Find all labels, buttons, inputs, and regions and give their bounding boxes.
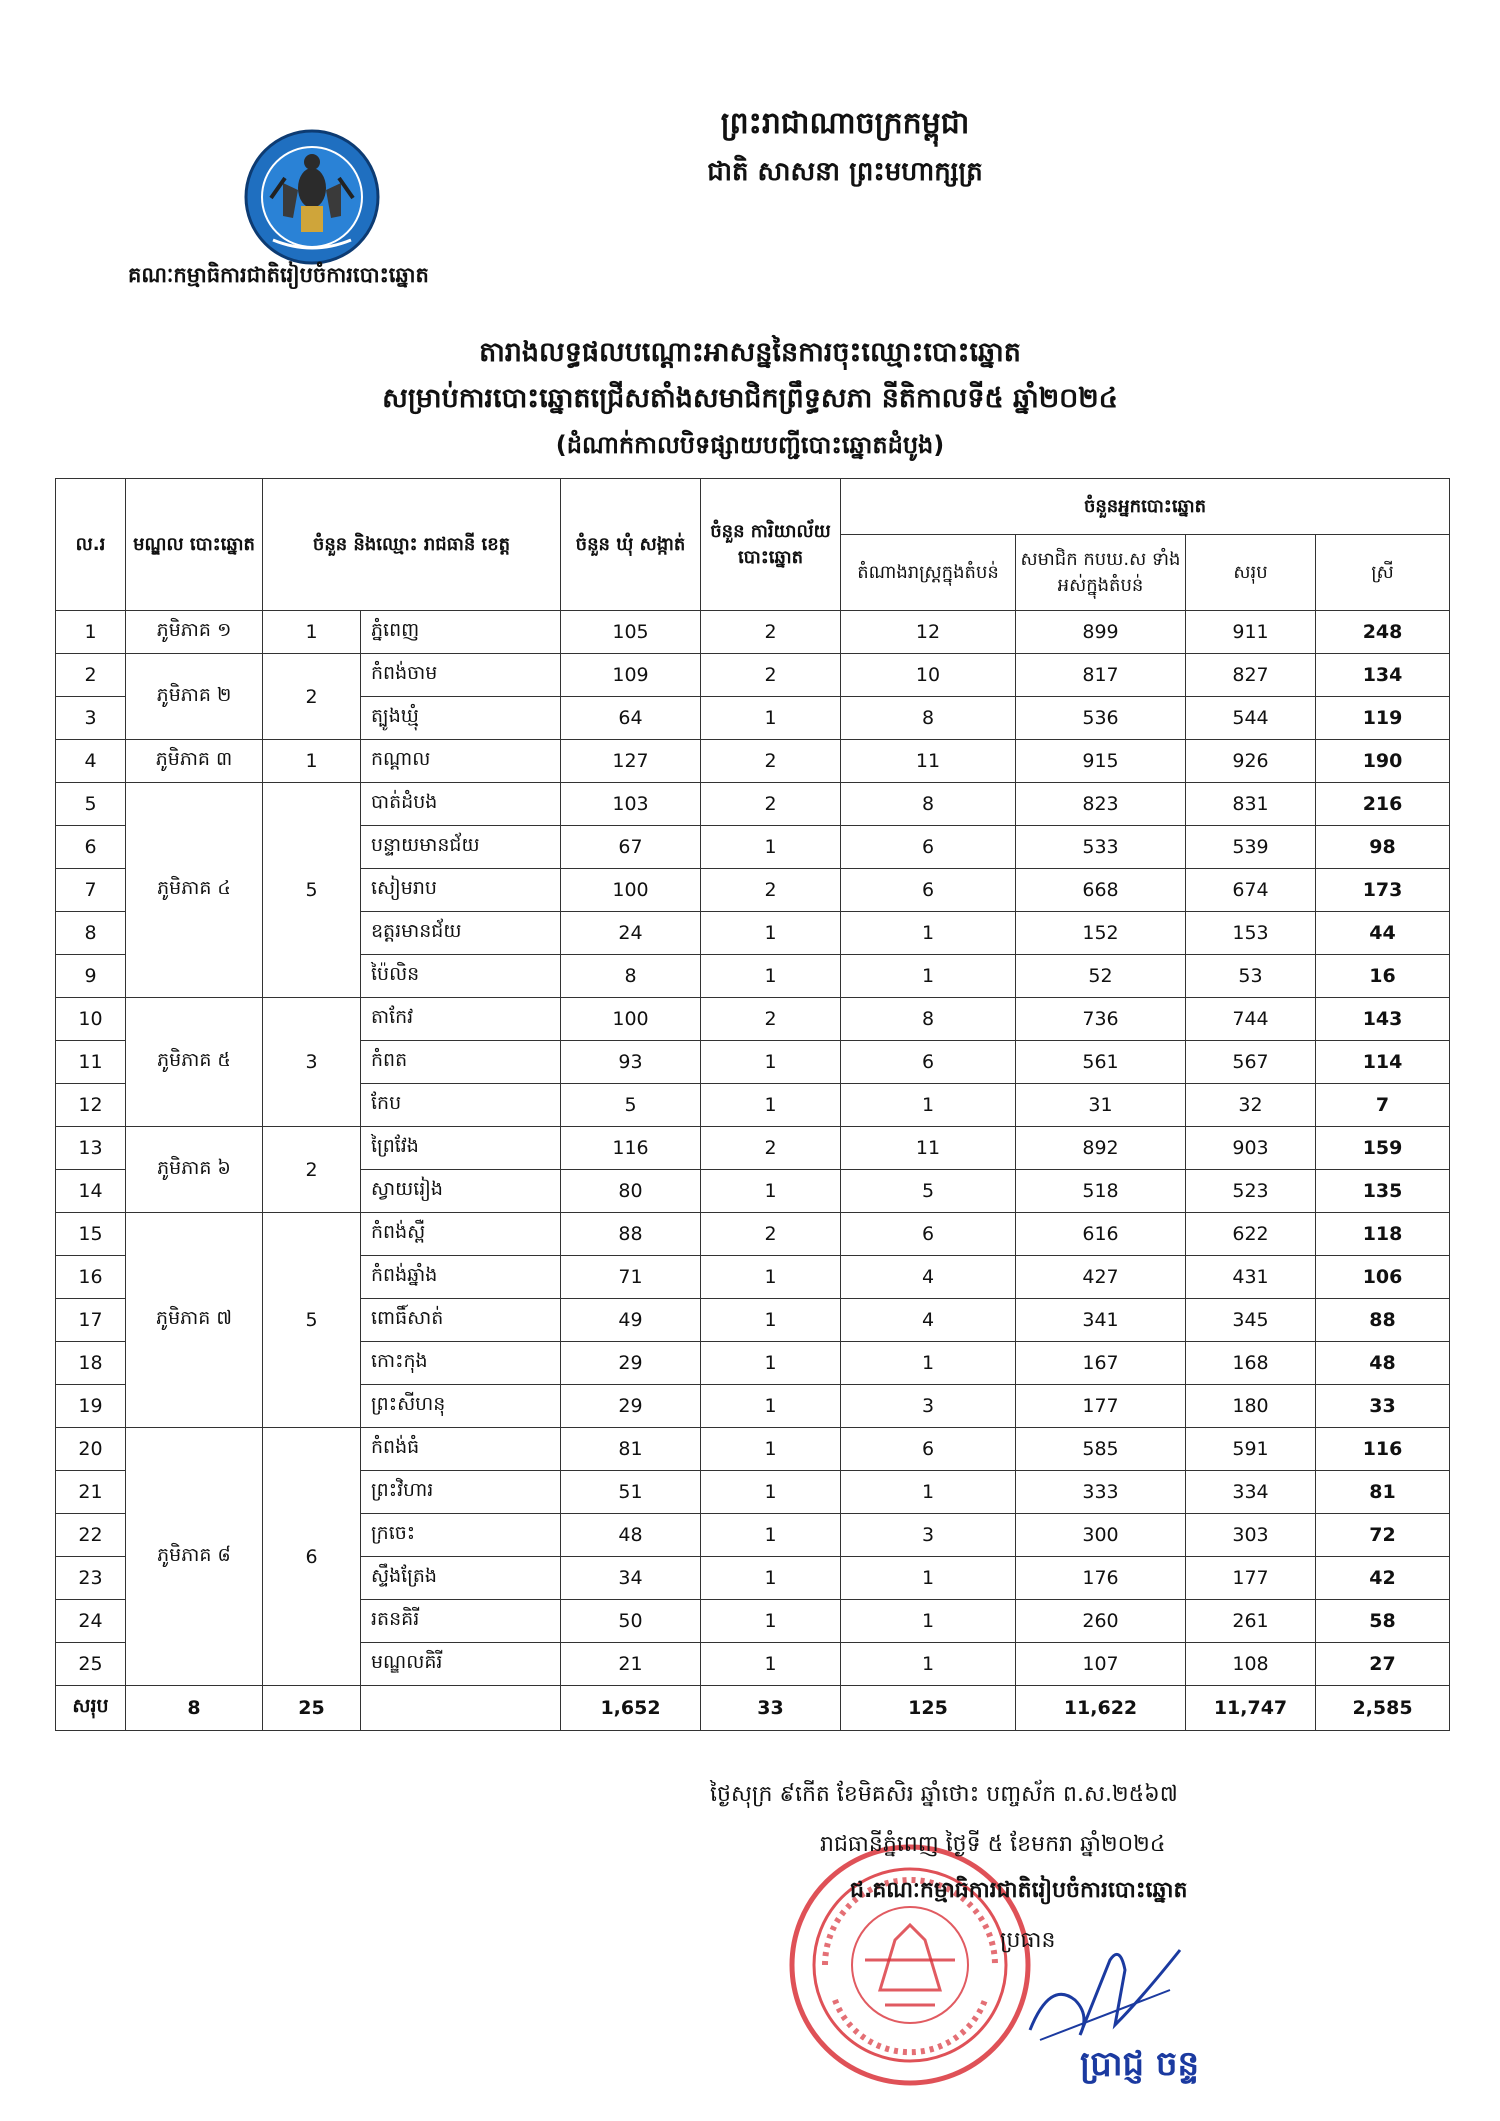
members-count: 260 <box>1016 1600 1186 1643</box>
total-voters: 431 <box>1186 1256 1316 1299</box>
totals-label: សរុប <box>56 1686 126 1731</box>
offices-count: 2 <box>701 740 841 783</box>
mp-count: 1 <box>841 1471 1016 1514</box>
table-body <box>56 611 1450 1686</box>
region-name: ភូមិភាគ ៨ <box>126 1428 263 1686</box>
col-header-communes: ចំនួន ឃុំ សង្កាត់ <box>561 479 701 611</box>
totals-provinces: 25 <box>263 1686 361 1731</box>
region-name: ភូមិភាគ ៧ <box>126 1213 263 1428</box>
row-number: 24 <box>56 1600 126 1643</box>
total-voters: 926 <box>1186 740 1316 783</box>
region-name: ភូមិភាគ ១ <box>126 611 263 654</box>
communes-count: 21 <box>561 1643 701 1686</box>
members-count: 333 <box>1016 1471 1186 1514</box>
table-row <box>56 998 1450 1041</box>
col-header-offices: ចំនួន ការិយាល័យ បោះឆ្នោត <box>701 479 841 611</box>
female-voters: 81 <box>1316 1471 1450 1514</box>
row-number: 14 <box>56 1170 126 1213</box>
total-voters: 903 <box>1186 1127 1316 1170</box>
members-count: 892 <box>1016 1127 1186 1170</box>
province-name: កោះកុង <box>361 1342 561 1385</box>
female-voters: 190 <box>1316 740 1450 783</box>
totals-row <box>56 1686 1450 1731</box>
female-voters: 216 <box>1316 783 1450 826</box>
row-number: 22 <box>56 1514 126 1557</box>
col-header-no: ល.រ <box>56 479 126 611</box>
female-voters: 58 <box>1316 1600 1450 1643</box>
communes-count: 48 <box>561 1514 701 1557</box>
row-number: 8 <box>56 912 126 955</box>
offices-count: 1 <box>701 1170 841 1213</box>
col-header-voters-group: ចំនួនអ្នកបោះឆ្នោត <box>841 479 1450 535</box>
communes-count: 24 <box>561 912 701 955</box>
total-voters: 567 <box>1186 1041 1316 1084</box>
province-name: ស្ទឹងត្រែង <box>361 1557 561 1600</box>
totals-members: 11,622 <box>1016 1686 1186 1731</box>
offices-count: 1 <box>701 955 841 998</box>
communes-count: 105 <box>561 611 701 654</box>
region-province-count: 1 <box>263 740 361 783</box>
kingdom-motto: ជាតិ សាសនា ព្រះមហាក្សត្រ <box>707 157 983 187</box>
offices-count: 1 <box>701 1084 841 1127</box>
offices-count: 2 <box>701 869 841 912</box>
mp-count: 3 <box>841 1385 1016 1428</box>
row-number: 2 <box>56 654 126 697</box>
kingdom-title: ព្រះរាជាណាចក្រកម្ពុជា <box>720 106 970 141</box>
committee-name: គណៈកម្មាធិការជាតិរៀបចំការបោះឆ្នោត <box>128 263 429 287</box>
region-province-count: 1 <box>263 611 361 654</box>
offices-count: 1 <box>701 1342 841 1385</box>
communes-count: 103 <box>561 783 701 826</box>
totals-communes: 1,652 <box>561 1686 701 1731</box>
offices-count: 1 <box>701 1385 841 1428</box>
female-voters: 114 <box>1316 1041 1450 1084</box>
totals-mp: 125 <box>841 1686 1016 1731</box>
row-number: 10 <box>56 998 126 1041</box>
row-number: 17 <box>56 1299 126 1342</box>
title-line-3: (ដំណាក់កាលបិទផ្សាយបញ្ជីបោះឆ្នោតដំបូង) <box>555 431 945 459</box>
female-voters: 248 <box>1316 611 1450 654</box>
mp-count: 1 <box>841 1557 1016 1600</box>
province-name: ព្រះវិហារ <box>361 1471 561 1514</box>
place-date: រាជធានីភ្នំពេញ ថ្ងៃទី ៥ ខែមករា ឆ្នាំ២០២៤ <box>820 1832 1166 1857</box>
row-number: 25 <box>56 1643 126 1686</box>
offices-count: 1 <box>701 1299 841 1342</box>
mp-count: 6 <box>841 1213 1016 1256</box>
members-count: 536 <box>1016 697 1186 740</box>
totals-blank <box>361 1686 561 1731</box>
region-province-count: 2 <box>263 654 361 740</box>
title-line-1: តារាងលទ្ធផលបណ្តោះអាសន្ននៃការចុះឈ្មោះបោះឆ្នោត <box>479 337 1021 368</box>
mp-count: 1 <box>841 1342 1016 1385</box>
province-name: កំពង់ចាម <box>361 654 561 697</box>
col-header-province: ចំនួន និងឈ្មោះ រាជធានី ខេត្ត <box>263 479 561 611</box>
province-name: សៀមរាប <box>361 869 561 912</box>
offices-count: 2 <box>701 654 841 697</box>
communes-count: 5 <box>561 1084 701 1127</box>
col-header-mp: តំណាងរាស្ត្រក្នុងតំបន់ <box>841 535 1016 611</box>
col-header-total: សរុប <box>1186 535 1316 611</box>
total-voters: 180 <box>1186 1385 1316 1428</box>
mp-count: 11 <box>841 740 1016 783</box>
communes-count: 88 <box>561 1213 701 1256</box>
province-name: តាកែវ <box>361 998 561 1041</box>
members-count: 533 <box>1016 826 1186 869</box>
signer-title: ប្រធាន <box>1000 1928 1056 1953</box>
totals-female: 2,585 <box>1316 1686 1450 1731</box>
signer-org: ជ.គណៈកម្មាធិការជាតិរៀបចំការបោះឆ្នោត <box>850 1878 1188 1903</box>
communes-count: 51 <box>561 1471 701 1514</box>
province-name: ភ្នំពេញ <box>361 611 561 654</box>
mp-count: 1 <box>841 1600 1016 1643</box>
female-voters: 7 <box>1316 1084 1450 1127</box>
members-count: 823 <box>1016 783 1186 826</box>
total-voters: 831 <box>1186 783 1316 826</box>
total-voters: 108 <box>1186 1643 1316 1686</box>
total-voters: 827 <box>1186 654 1316 697</box>
row-number: 4 <box>56 740 126 783</box>
communes-count: 100 <box>561 998 701 1041</box>
total-voters: 303 <box>1186 1514 1316 1557</box>
female-voters: 44 <box>1316 912 1450 955</box>
table-row <box>56 783 1450 826</box>
total-voters: 674 <box>1186 869 1316 912</box>
total-voters: 334 <box>1186 1471 1316 1514</box>
total-voters: 153 <box>1186 912 1316 955</box>
total-voters: 591 <box>1186 1428 1316 1471</box>
female-voters: 16 <box>1316 955 1450 998</box>
table-row <box>56 1127 1450 1170</box>
mp-count: 1 <box>841 1643 1016 1686</box>
row-number: 7 <box>56 869 126 912</box>
offices-count: 1 <box>701 1256 841 1299</box>
province-name: ក្រចេះ <box>361 1514 561 1557</box>
female-voters: 134 <box>1316 654 1450 697</box>
offices-count: 1 <box>701 1600 841 1643</box>
title-line-2: សម្រាប់ការបោះឆ្នោតជ្រើសតាំងសមាជិកព្រឹទ្ធសភា នីតិកាលទី៥ ឆ្នាំ២០២៤ <box>382 383 1118 414</box>
region-province-count: 5 <box>263 1213 361 1428</box>
row-number: 19 <box>56 1385 126 1428</box>
province-name: បាត់ដំបង <box>361 783 561 826</box>
table-row <box>56 740 1450 783</box>
communes-count: 8 <box>561 955 701 998</box>
communes-count: 49 <box>561 1299 701 1342</box>
communes-count: 34 <box>561 1557 701 1600</box>
total-voters: 911 <box>1186 611 1316 654</box>
province-name: បន្ទាយមានជ័យ <box>361 826 561 869</box>
members-count: 817 <box>1016 654 1186 697</box>
members-count: 177 <box>1016 1385 1186 1428</box>
total-voters: 744 <box>1186 998 1316 1041</box>
female-voters: 42 <box>1316 1557 1450 1600</box>
members-count: 167 <box>1016 1342 1186 1385</box>
region-name: ភូមិភាគ ៣ <box>126 740 263 783</box>
female-voters: 118 <box>1316 1213 1450 1256</box>
region-province-count: 2 <box>263 1127 361 1213</box>
communes-count: 81 <box>561 1428 701 1471</box>
col-header-members: សមាជិក កបឃ.ស ទាំងអស់ក្នុងតំបន់ <box>1016 535 1186 611</box>
mp-count: 8 <box>841 998 1016 1041</box>
region-province-count: 5 <box>263 783 361 998</box>
offices-count: 2 <box>701 998 841 1041</box>
province-name: កែប <box>361 1084 561 1127</box>
female-voters: 116 <box>1316 1428 1450 1471</box>
offices-count: 1 <box>701 1428 841 1471</box>
province-name: កំពង់ឆ្នាំង <box>361 1256 561 1299</box>
mp-count: 1 <box>841 955 1016 998</box>
female-voters: 173 <box>1316 869 1450 912</box>
mp-count: 5 <box>841 1170 1016 1213</box>
offices-count: 2 <box>701 1127 841 1170</box>
total-voters: 539 <box>1186 826 1316 869</box>
mp-count: 10 <box>841 654 1016 697</box>
mp-count: 8 <box>841 783 1016 826</box>
members-count: 300 <box>1016 1514 1186 1557</box>
mp-count: 1 <box>841 1084 1016 1127</box>
members-count: 736 <box>1016 998 1186 1041</box>
female-voters: 119 <box>1316 697 1450 740</box>
row-number: 11 <box>56 1041 126 1084</box>
province-name: កំពត <box>361 1041 561 1084</box>
mp-count: 8 <box>841 697 1016 740</box>
col-header-female: ស្រី <box>1316 535 1450 611</box>
female-voters: 33 <box>1316 1385 1450 1428</box>
total-voters: 622 <box>1186 1213 1316 1256</box>
totals-total: 11,747 <box>1186 1686 1316 1731</box>
communes-count: 71 <box>561 1256 701 1299</box>
members-count: 915 <box>1016 740 1186 783</box>
offices-count: 1 <box>701 697 841 740</box>
row-number: 15 <box>56 1213 126 1256</box>
female-voters: 106 <box>1316 1256 1450 1299</box>
province-name: កំពង់ស្ពឺ <box>361 1213 561 1256</box>
female-voters: 98 <box>1316 826 1450 869</box>
communes-count: 64 <box>561 697 701 740</box>
offices-count: 1 <box>701 826 841 869</box>
region-province-count: 6 <box>263 1428 361 1686</box>
female-voters: 143 <box>1316 998 1450 1041</box>
kingdom-header <box>0 100 1500 196</box>
communes-count: 127 <box>561 740 701 783</box>
offices-count: 1 <box>701 1471 841 1514</box>
region-name: ភូមិភាគ ៥ <box>126 998 263 1127</box>
total-voters: 32 <box>1186 1084 1316 1127</box>
communes-count: 109 <box>561 654 701 697</box>
mp-count: 1 <box>841 912 1016 955</box>
totals-regions: 8 <box>126 1686 263 1731</box>
mp-count: 6 <box>841 869 1016 912</box>
communes-count: 29 <box>561 1342 701 1385</box>
female-voters: 135 <box>1316 1170 1450 1213</box>
communes-count: 100 <box>561 869 701 912</box>
region-name: ភូមិភាគ ៦ <box>126 1127 263 1213</box>
female-voters: 159 <box>1316 1127 1450 1170</box>
region-province-count: 3 <box>263 998 361 1127</box>
signer-name: ប្រាជ្ញ ចន្ទ <box>1080 2044 1200 2084</box>
offices-count: 1 <box>701 1643 841 1686</box>
communes-count: 50 <box>561 1600 701 1643</box>
mp-count: 6 <box>841 826 1016 869</box>
offices-count: 1 <box>701 1041 841 1084</box>
members-count: 616 <box>1016 1213 1186 1256</box>
row-number: 5 <box>56 783 126 826</box>
communes-count: 67 <box>561 826 701 869</box>
province-name: ត្បូងឃ្មុំ <box>361 697 561 740</box>
mp-count: 12 <box>841 611 1016 654</box>
province-name: ព្រះសីហនុ <box>361 1385 561 1428</box>
row-number: 13 <box>56 1127 126 1170</box>
total-voters: 345 <box>1186 1299 1316 1342</box>
members-count: 899 <box>1016 611 1186 654</box>
province-name: ស្វាយរៀង <box>361 1170 561 1213</box>
communes-count: 29 <box>561 1385 701 1428</box>
female-voters: 27 <box>1316 1643 1450 1686</box>
members-count: 31 <box>1016 1084 1186 1127</box>
total-voters: 53 <box>1186 955 1316 998</box>
total-voters: 544 <box>1186 697 1316 740</box>
row-number: 6 <box>56 826 126 869</box>
offices-count: 2 <box>701 783 841 826</box>
voter-registration-table <box>55 478 1450 1731</box>
row-number: 9 <box>56 955 126 998</box>
mp-count: 4 <box>841 1299 1016 1342</box>
communes-count: 116 <box>561 1127 701 1170</box>
table-row <box>56 1213 1450 1256</box>
mp-count: 11 <box>841 1127 1016 1170</box>
mp-count: 6 <box>841 1428 1016 1471</box>
offices-count: 2 <box>701 611 841 654</box>
province-name: កណ្តាល <box>361 740 561 783</box>
members-count: 176 <box>1016 1557 1186 1600</box>
total-voters: 168 <box>1186 1342 1316 1385</box>
province-name: ពោធិ៍សាត់ <box>361 1299 561 1342</box>
communes-count: 80 <box>561 1170 701 1213</box>
members-count: 152 <box>1016 912 1186 955</box>
offices-count: 1 <box>701 912 841 955</box>
communes-count: 93 <box>561 1041 701 1084</box>
total-voters: 177 <box>1186 1557 1316 1600</box>
province-name: កំពង់ធំ <box>361 1428 561 1471</box>
offices-count: 2 <box>701 1213 841 1256</box>
members-count: 585 <box>1016 1428 1186 1471</box>
total-voters: 523 <box>1186 1170 1316 1213</box>
mp-count: 4 <box>841 1256 1016 1299</box>
totals-offices: 33 <box>701 1686 841 1731</box>
row-number: 23 <box>56 1557 126 1600</box>
table-row <box>56 654 1450 697</box>
row-number: 1 <box>56 611 126 654</box>
total-voters: 261 <box>1186 1600 1316 1643</box>
lunar-date: ថ្ងៃសុក្រ ៩កើត ខែមិគសិរ ឆ្នាំថោះ បញ្ចស័ក ព.ស.២៥៦៧ <box>710 1782 1178 1807</box>
female-voters: 48 <box>1316 1342 1450 1385</box>
province-name: ប៉ៃលិន <box>361 955 561 998</box>
members-count: 668 <box>1016 869 1186 912</box>
region-name: ភូមិភាគ ២ <box>126 654 263 740</box>
row-number: 12 <box>56 1084 126 1127</box>
row-number: 16 <box>56 1256 126 1299</box>
members-count: 341 <box>1016 1299 1186 1342</box>
female-voters: 88 <box>1316 1299 1450 1342</box>
mp-count: 3 <box>841 1514 1016 1557</box>
members-count: 561 <box>1016 1041 1186 1084</box>
province-name: ឧត្តរមានជ័យ <box>361 912 561 955</box>
offices-count: 1 <box>701 1557 841 1600</box>
row-number: 18 <box>56 1342 126 1385</box>
mp-count: 6 <box>841 1041 1016 1084</box>
province-name: ព្រៃវែង <box>361 1127 561 1170</box>
female-voters: 72 <box>1316 1514 1450 1557</box>
members-count: 107 <box>1016 1643 1186 1686</box>
row-number: 3 <box>56 697 126 740</box>
region-name: ភូមិភាគ ៤ <box>126 783 263 998</box>
table-row <box>56 611 1450 654</box>
row-number: 21 <box>56 1471 126 1514</box>
members-count: 427 <box>1016 1256 1186 1299</box>
table-row <box>56 1428 1450 1471</box>
province-name: រតនគិរី <box>361 1600 561 1643</box>
members-count: 52 <box>1016 955 1186 998</box>
offices-count: 1 <box>701 1514 841 1557</box>
document-title <box>0 330 1500 468</box>
province-name: មណ្ឌលគិរី <box>361 1643 561 1686</box>
row-number: 20 <box>56 1428 126 1471</box>
members-count: 518 <box>1016 1170 1186 1213</box>
col-header-region: មណ្ឌល បោះឆ្នោត <box>126 479 263 611</box>
